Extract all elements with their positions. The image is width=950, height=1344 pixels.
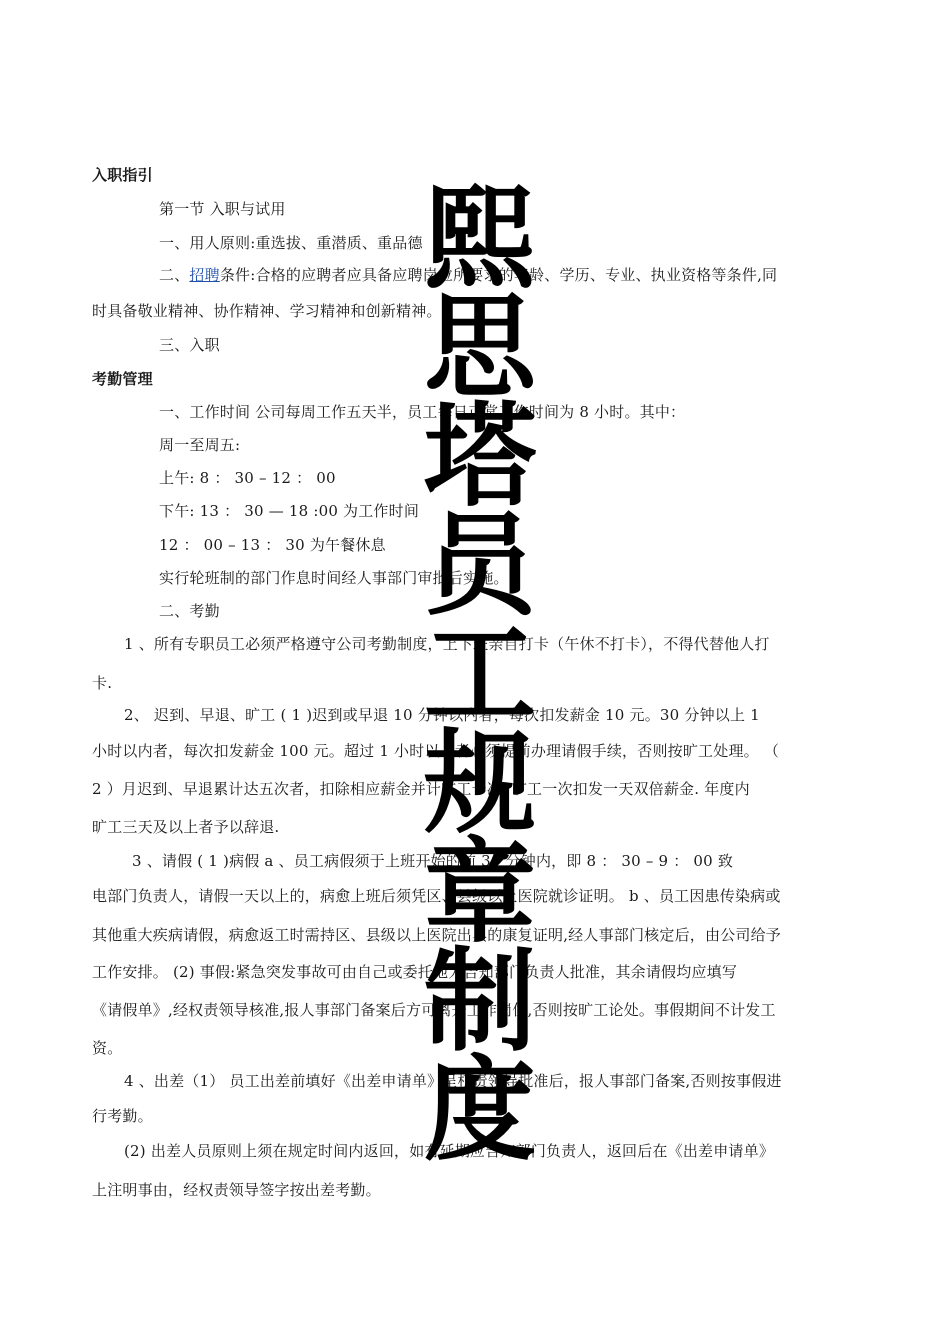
shift-line: 实行轮班制的部门作息时间经人事部门审批后实施。 bbox=[159, 569, 509, 587]
recruit-prefix: 二、 bbox=[159, 266, 190, 284]
recruit-link[interactable]: 招聘 bbox=[189, 266, 220, 284]
rule-paragraph-line: 旷工三天及以上者予以辞退. bbox=[92, 818, 280, 836]
hiring-principle: 一、用人原则:重选拔、重潜质、重品德 bbox=[159, 234, 423, 252]
section-title: 第一节 入职与试用 bbox=[159, 200, 286, 218]
overlay-title-char: 员 bbox=[424, 501, 536, 631]
rule-paragraph-line: 资。 bbox=[92, 1039, 123, 1057]
recruit-text: 条件:合格的应聘者应具备应聘岗位所要求的年龄、学历、专业、执业资格等条件,同 bbox=[219, 266, 778, 284]
overlay-title-char: 度 bbox=[424, 1046, 536, 1176]
overlay-title-char: 规 bbox=[424, 719, 536, 849]
rule-paragraph-line: 3 、请假 ( 1 )病假 a 、员工病假须于上班开始的前 30 分钟内，即 8 ： 30 – 9 ： 00 致 bbox=[132, 852, 734, 870]
rule-paragraph-line: 《请假单》,经权责领导核准,报人事部门备案后方可离开工作岗位,否则按旷工论处。事假期间不计发工 bbox=[92, 1001, 776, 1019]
rule-paragraph-line: 行考勤。 bbox=[92, 1107, 153, 1125]
afternoon-hours: 下午: 13 ： 30 — 18 :00 为工作时间 bbox=[159, 502, 420, 520]
rule-paragraph-line: 小时以内者，每次扣发薪金 100 元。超过 1 小时以上者必须提前办理请假手续，否则按旷工处理。 （ bbox=[92, 742, 780, 760]
rule-paragraph-line: (2) 出差人员原则上须在规定时间内返回，如有延期应告知部门负责人，返回后在《出差申请单》 bbox=[124, 1142, 775, 1160]
rule-paragraph-line: 4 、出差（1） 员工出差前填好《出差申请单》呈权责领导批准后，报人事部门备案,否则按事假进 bbox=[124, 1072, 782, 1090]
morning-hours: 上午: 8 ： 30 – 12 ： 00 bbox=[159, 469, 336, 487]
rule-paragraph-line: 电部门负责人，请假一天以上的，病愈上班后须凭区、县级以上医院就诊证明。 b 、员工因患传染病或 bbox=[92, 887, 781, 905]
rule-paragraph-line: 2、 迟到、早退、旷工 ( 1 )迟到或早退 10 分钟以内者，每次扣发薪金 10 元。30 分钟以上 1 bbox=[124, 706, 760, 724]
entry-item: 三、入职 bbox=[159, 336, 220, 354]
rule-paragraph-line: 工作安排。 (2) 事假:紧急突发事故可由自己或委托他人告知部门负责人批准，其余请假均应填写 bbox=[92, 963, 738, 981]
overlay-title-char: 思 bbox=[424, 283, 536, 413]
recruit-paragraph-line bbox=[159, 265, 777, 285]
overlay-title-char: 制 bbox=[424, 937, 536, 1067]
heading-entry-guide: 入职指引 bbox=[92, 166, 153, 184]
overlay-title-char: 熙 bbox=[424, 174, 536, 304]
overlay-title-char: 章 bbox=[424, 828, 536, 958]
attendance-item: 二、考勤 bbox=[159, 602, 220, 620]
rule-paragraph-line: 2 ）月迟到、早退累计达五次者，扣除相应薪金并计旷工一次. 旷工一次扣发一天双倍薪金. 年度内 bbox=[92, 780, 750, 798]
weekday-line: 周一至周五: bbox=[159, 436, 241, 454]
rule-paragraph-line: 上注明事由，经权责领导签字按出差考勤。 bbox=[92, 1181, 381, 1199]
recruit-paragraph-line: 时具备敬业精神、协作精神、学习精神和创新精神。 bbox=[92, 302, 442, 320]
rule-paragraph-line: 1 、所有专职员工必须严格遵守公司考勤制度，上下班亲自打卡（午休不打卡），不得代替他人打 bbox=[124, 635, 770, 653]
heading-attendance: 考勤管理 bbox=[92, 370, 153, 388]
rule-paragraph-line: 卡. bbox=[92, 674, 113, 692]
work-time-line: 一、工作时间 公司每周工作五天半，员工每日正常工作时间为 8 小时。其中： bbox=[159, 403, 686, 421]
overlay-title-char: 塔 bbox=[424, 392, 536, 522]
overlay-title-char: 工 bbox=[424, 610, 536, 740]
lunch-hours: 12 ： 00 – 13 ： 30 为午餐休息 bbox=[159, 536, 386, 554]
rule-paragraph-line: 其他重大疾病请假，病愈返工时需持区、县级以上医院出具的康复证明,经人事部门核定后，由公司给予 bbox=[92, 926, 781, 944]
